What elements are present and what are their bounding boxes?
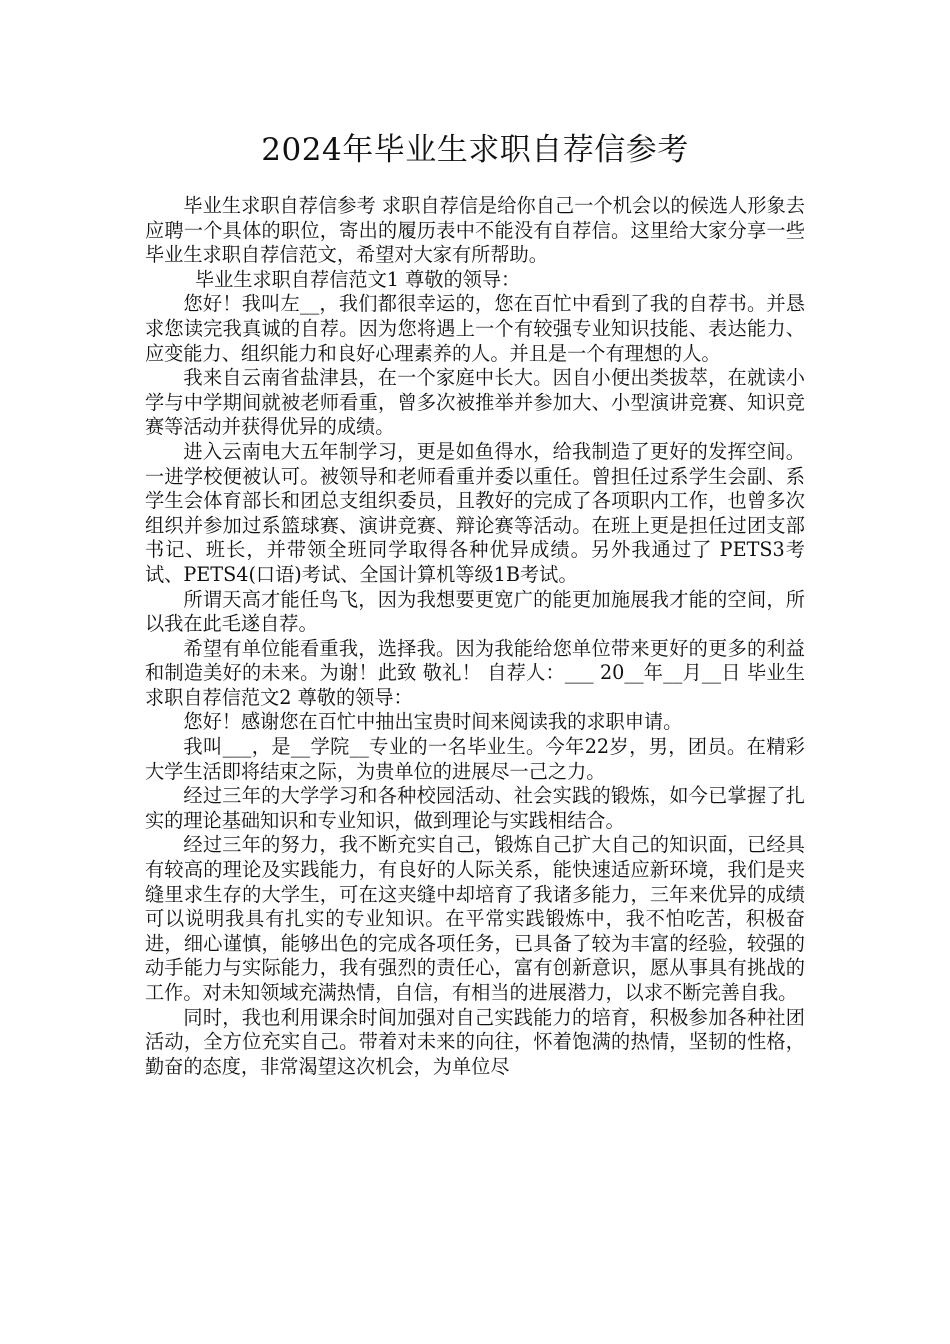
intro-paragraph: 毕业生求职自荐信参考 求职自荐信是给你自己一个机会以的候选人形象去应聘一个具体的职位，寄出的履历表中不能没有自荐信。这里给大家分享一些毕业生求职自荐信范文，希望对大家有所帮助。 bbox=[145, 194, 805, 267]
document-page bbox=[145, 128, 805, 1079]
document-body bbox=[145, 194, 805, 1079]
sample-1-heading: 毕业生求职自荐信范文1 尊敬的领导： bbox=[194, 267, 521, 291]
body-paragraph: 经过三年的努力，我不断充实自己，锻炼自己扩大自己的知识面，已经具有较高的理论及实践能力，有良好的人际关系，能快速适应新环境，我们是夹缝里求生存的大学生，可在这夹缝中却培育了我诸多能力，三年来优异的成绩可以说明我具有扎实的专业知识。在平常实践锻炼中，我不怕吃苦，积极奋进，细心谨慎，能够出色的完成各项任务，已具备了较为丰富的经验，较强的动手能力与实际能力，我有强烈的责任心，富有创新意识，愿从事具有挑战的工作。对未知领域充满热情，自信，有相当的进展潜力，以求不断完善自我。 bbox=[145, 833, 805, 1004]
body-paragraph: 所谓天高才能任鸟飞，因为我想要更宽广的能更加施展我才能的空间，所以我在此毛遂自荐。 bbox=[145, 587, 805, 636]
body-paragraph: 我来自云南省盐津县，在一个家庭中长大。因自小便出类拔萃，在就读小学与中学期间就被老师看重，曾多次被推举并参加大、小型演讲竞赛、知识竞赛等活动并获得优异的成绩。 bbox=[145, 366, 805, 439]
body-paragraph: 您好！感谢您在百忙中抽出宝贵时间来阅读我的求职申请。 bbox=[183, 710, 683, 734]
body-paragraph: 我叫___，是__学院__专业的一名毕业生。今年22岁，男，团员。在精彩大学生活即将结束之际，为贵单位的进展尽一己之力。 bbox=[145, 735, 805, 783]
document-title: 2024年毕业生求职自荐信参考 bbox=[261, 132, 689, 168]
body-paragraph: 经过三年的大学学习和各种校园活动、社会实践的锻炼，如今已掌握了扎实的理论基础知识和专业知识，做到理论与实践相结合。 bbox=[145, 784, 805, 832]
body-paragraph: 同时，我也利用课余时间加强对自己实践能力的培育，积极参加各种社团活动，全方位充实自己。带着对未来的向往，怀着饱满的热情，坚韧的性格，勤奋的态度，非常渴望这次机会，为单位尽 bbox=[145, 1005, 805, 1078]
body-paragraph: 希望有单位能看重我，选择我。因为我能给您单位带来更好的更多的利益和制造美好的未来。为谢！此致 敬礼！ 自荐人：___ 20__年__月__日 毕业生求职自荐信范文2 尊敬的领导： bbox=[145, 636, 805, 709]
body-paragraph: 您好！我叫左__，我们都很幸运的，您在百忙中看到了我的自荐书。并恳求您读完我真诚的自荐。因为您将遇上一个有较强专业知识技能、表达能力、应变能力、组织能力和良好心理素养的人。并且是一个有理想的人。 bbox=[145, 292, 805, 365]
body-paragraph: 进入云南电大五年制学习，更是如鱼得水，给我制造了更好的发挥空间。一进学校便被认可。被领导和老师看重并委以重任。曾担任过系学生会副、系学生会体育部长和团总支组织委员，且教好的完成了各项职内工作，也曾多次组织并参加过系篮球赛、演讲竞赛、辩论赛等活动。在班上更是担任过团支部书记、班长，并带领全班同学取得各种优异成绩。另外我通过了 PETS3考试、PETS4(口语)考试、全国计算机等级1B考试。 bbox=[145, 439, 805, 586]
